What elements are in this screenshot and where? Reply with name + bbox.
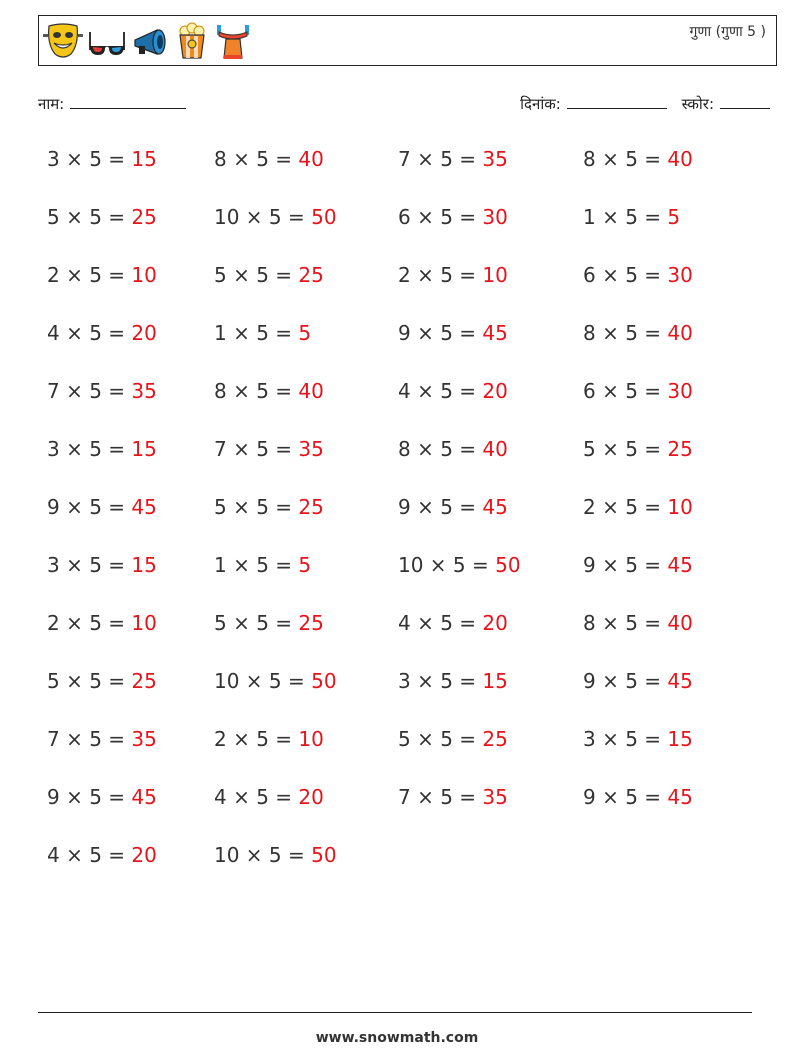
problem-answer: 45 — [131, 785, 157, 809]
problem-item — [583, 553, 693, 577]
problem-question: 5 × 5 = — [214, 611, 293, 635]
problem-item — [398, 437, 508, 461]
problem-answer: 10 — [482, 263, 508, 287]
problem-question: 9 × 5 = — [398, 495, 477, 519]
problem-question: 6 × 5 = — [583, 263, 662, 287]
problem-item — [214, 785, 324, 809]
problem-question: 10 × 5 = — [398, 553, 489, 577]
problem-question: 5 × 5 = — [398, 727, 477, 751]
problem-answer: 45 — [667, 669, 693, 693]
problem-question: 7 × 5 = — [398, 147, 477, 171]
problem-answer: 40 — [298, 379, 324, 403]
date-blank — [567, 94, 667, 109]
footer-url: www.snowmath.com — [315, 1030, 479, 1046]
problem-item — [47, 263, 157, 287]
problem-question: 1 × 5 = — [214, 553, 293, 577]
problem-item — [583, 205, 680, 229]
problem-item — [47, 669, 157, 693]
problem-item — [583, 147, 693, 171]
problem-question: 8 × 5 = — [583, 147, 662, 171]
problem-answer: 40 — [667, 321, 693, 345]
problem-answer: 40 — [667, 611, 693, 635]
problem-question: 2 × 5 = — [47, 611, 126, 635]
problem-question: 6 × 5 = — [583, 379, 662, 403]
problem-question: 9 × 5 = — [398, 321, 477, 345]
problem-answer: 50 — [495, 553, 521, 577]
problem-answer: 20 — [131, 843, 157, 867]
problem-question: 7 × 5 = — [398, 785, 477, 809]
problem-question: 2 × 5 = — [214, 727, 293, 751]
problem-answer: 40 — [482, 437, 508, 461]
problem-answer: 25 — [298, 263, 324, 287]
problem-question: 3 × 5 = — [47, 147, 126, 171]
problem-answer: 35 — [298, 437, 324, 461]
problem-item — [214, 437, 324, 461]
problem-item — [583, 321, 693, 345]
problem-item — [47, 495, 157, 519]
problem-answer: 50 — [311, 669, 337, 693]
problem-question: 9 × 5 = — [47, 495, 126, 519]
problem-answer: 10 — [667, 495, 693, 519]
problem-question: 6 × 5 = — [398, 205, 477, 229]
problem-question: 5 × 5 = — [47, 205, 126, 229]
problem-answer: 20 — [298, 785, 324, 809]
problem-question: 4 × 5 = — [47, 321, 126, 345]
problem-item — [398, 147, 508, 171]
3d-glasses-icon — [87, 22, 127, 60]
problem-item — [47, 843, 157, 867]
problem-answer: 5 — [298, 321, 312, 345]
problem-question: 4 × 5 = — [47, 843, 126, 867]
problem-item — [398, 727, 508, 751]
problem-answer: 25 — [131, 669, 157, 693]
problem-item — [214, 611, 324, 635]
problem-item — [214, 379, 324, 403]
problem-item — [398, 611, 508, 635]
problem-question: 4 × 5 = — [398, 379, 477, 403]
problem-question: 8 × 5 = — [398, 437, 477, 461]
problem-answer: 50 — [311, 843, 337, 867]
problem-question: 8 × 5 = — [214, 147, 293, 171]
problem-answer: 15 — [131, 553, 157, 577]
problem-item — [583, 263, 693, 287]
name-label: नाम: — [38, 95, 65, 113]
problem-question: 10 × 5 = — [214, 669, 305, 693]
problem-item — [214, 263, 324, 287]
problem-answer: 25 — [298, 495, 324, 519]
problem-item — [47, 785, 157, 809]
problem-item — [583, 437, 693, 461]
problem-item — [214, 843, 337, 867]
megaphone-icon — [131, 22, 171, 60]
problem-answer: 15 — [667, 727, 693, 751]
problem-item — [47, 437, 157, 461]
problem-answer: 40 — [667, 147, 693, 171]
problem-answer: 10 — [131, 263, 157, 287]
problem-question: 8 × 5 = — [214, 379, 293, 403]
footer-divider — [38, 1012, 752, 1013]
problem-question: 8 × 5 = — [583, 611, 662, 635]
problem-item — [214, 205, 337, 229]
problem-question: 3 × 5 = — [47, 437, 126, 461]
worksheet-header — [38, 15, 777, 66]
problem-question: 4 × 5 = — [214, 785, 293, 809]
problem-item — [398, 669, 508, 693]
problem-answer: 30 — [667, 379, 693, 403]
problem-question: 1 × 5 = — [583, 205, 662, 229]
problem-answer: 45 — [482, 321, 508, 345]
problem-question: 5 × 5 = — [214, 263, 293, 287]
problem-item — [398, 785, 508, 809]
score-blank — [720, 94, 770, 109]
problem-answer: 50 — [311, 205, 337, 229]
problem-item — [47, 205, 157, 229]
problem-question: 5 × 5 = — [214, 495, 293, 519]
problem-item — [47, 321, 157, 345]
problem-question: 7 × 5 = — [47, 727, 126, 751]
problem-item — [398, 553, 521, 577]
problem-item — [214, 147, 324, 171]
problem-item — [583, 611, 693, 635]
problem-item — [398, 495, 508, 519]
problem-item — [47, 379, 157, 403]
problem-answer: 30 — [482, 205, 508, 229]
problem-question: 9 × 5 = — [583, 785, 662, 809]
problem-question: 4 × 5 = — [398, 611, 477, 635]
problem-question: 9 × 5 = — [583, 553, 662, 577]
problem-question: 10 × 5 = — [214, 205, 305, 229]
problem-question: 7 × 5 = — [47, 379, 126, 403]
date-score-fields — [520, 94, 770, 114]
problem-question: 3 × 5 = — [398, 669, 477, 693]
problem-answer: 25 — [131, 205, 157, 229]
problem-answer: 25 — [482, 727, 508, 751]
problem-answer: 25 — [298, 611, 324, 635]
problem-answer: 25 — [667, 437, 693, 461]
problem-question: 9 × 5 = — [47, 785, 126, 809]
problem-question: 3 × 5 = — [47, 553, 126, 577]
problem-answer: 20 — [131, 321, 157, 345]
name-blank — [70, 94, 186, 109]
problem-item — [398, 379, 508, 403]
problem-item — [398, 205, 508, 229]
problem-answer: 35 — [131, 727, 157, 751]
problem-item — [214, 321, 311, 345]
problem-answer: 20 — [482, 611, 508, 635]
problem-answer: 10 — [298, 727, 324, 751]
score-label: स्कोर: — [681, 95, 714, 113]
problem-answer: 45 — [482, 495, 508, 519]
problem-item — [47, 147, 157, 171]
problem-item — [583, 785, 693, 809]
problem-answer: 20 — [482, 379, 508, 403]
date-label: दिनांक: — [520, 95, 561, 113]
problem-question: 5 × 5 = — [47, 669, 126, 693]
problem-answer: 15 — [482, 669, 508, 693]
problem-item — [47, 611, 157, 635]
problem-item — [47, 727, 157, 751]
problem-question: 2 × 5 = — [398, 263, 477, 287]
problem-question: 8 × 5 = — [583, 321, 662, 345]
problem-item — [583, 495, 693, 519]
problem-question: 1 × 5 = — [214, 321, 293, 345]
problem-question: 10 × 5 = — [214, 843, 305, 867]
problem-question: 2 × 5 = — [47, 263, 126, 287]
problem-question: 5 × 5 = — [583, 437, 662, 461]
problem-answer: 15 — [131, 437, 157, 461]
problem-item — [583, 379, 693, 403]
problem-answer: 15 — [131, 147, 157, 171]
header-icons — [43, 22, 253, 60]
problem-question: 3 × 5 = — [583, 727, 662, 751]
problem-item — [214, 727, 324, 751]
problem-item — [583, 669, 693, 693]
name-field — [38, 94, 186, 114]
problem-answer: 35 — [482, 785, 508, 809]
problem-answer: 35 — [482, 147, 508, 171]
cinema-pillar-icon — [213, 22, 253, 60]
problem-item — [214, 669, 337, 693]
problem-answer: 40 — [298, 147, 324, 171]
problem-answer: 45 — [667, 553, 693, 577]
problem-item — [583, 727, 693, 751]
worksheet-title: गुणा (गुणा 5 ) — [689, 24, 766, 40]
problem-answer: 30 — [667, 263, 693, 287]
problem-item — [398, 321, 508, 345]
problem-answer: 45 — [667, 785, 693, 809]
problem-question: 9 × 5 = — [583, 669, 662, 693]
problem-answer: 35 — [131, 379, 157, 403]
problem-item — [214, 495, 324, 519]
problem-answer: 5 — [298, 553, 312, 577]
problem-answer: 10 — [131, 611, 157, 635]
popcorn-icon — [175, 22, 209, 60]
problem-answer: 5 — [667, 205, 681, 229]
problem-answer: 45 — [131, 495, 157, 519]
problem-item — [47, 553, 157, 577]
problem-item — [214, 553, 311, 577]
theater-mask-icon — [43, 22, 83, 60]
problem-question: 2 × 5 = — [583, 495, 662, 519]
problem-item — [398, 263, 508, 287]
problem-question: 7 × 5 = — [214, 437, 293, 461]
